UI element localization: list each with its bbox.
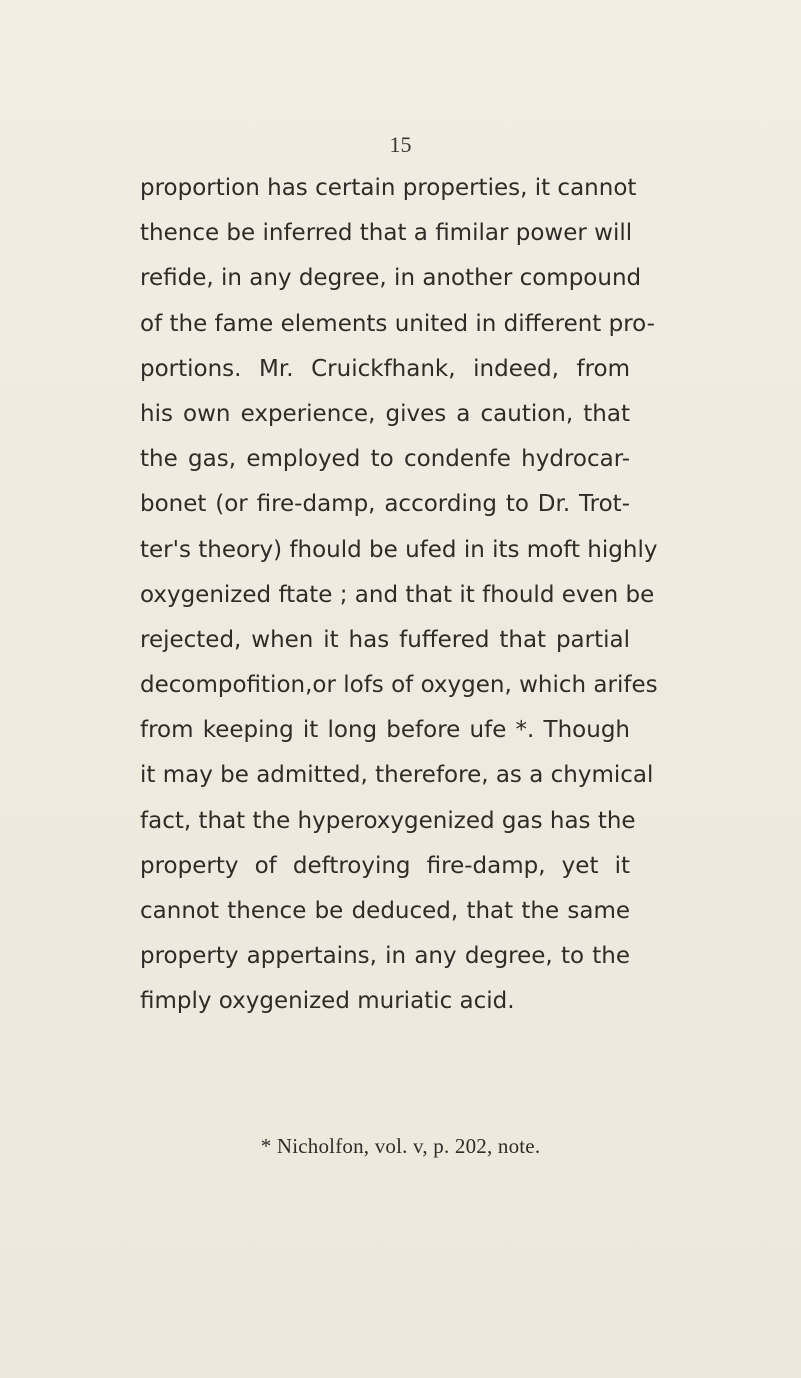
text-line: ter's theory) fhould be ufed in its moft highly: [140, 536, 658, 563]
text-line: property of deftroying fire-damp, yet it: [140, 852, 630, 879]
text-line: from keeping it long before ufe *. Though: [140, 717, 630, 744]
text-line: proportion has certain properties, it cannot: [140, 175, 637, 201]
text-line: thence be inferred that a fimilar power will: [140, 220, 633, 247]
text-line: bonet (or fire-damp, according to Dr. Trot-: [140, 491, 630, 518]
text-line: cannot thence be deduced, that the same: [140, 898, 630, 924]
text-line: the gas, employed to condenfe hydrocar-: [140, 446, 630, 473]
text-line: fimply oxygenized muriatic acid.: [140, 988, 515, 1015]
footnote: * Nicholfon, vol. v, p. 202, note.: [260, 1134, 541, 1158]
text-line: refide, in any degree, in another compound: [140, 265, 642, 292]
text-line: rejected, when it has fuffered that partial: [140, 626, 630, 653]
text-line: it may be admitted, therefore, as a chymical: [140, 762, 654, 789]
text-line: fact, that the hyperoxygenized gas has the: [140, 807, 636, 834]
text-line: decompofition,or lofs of oxygen, which arifes: [140, 672, 658, 699]
text-line: his own experience, gives a caution, that: [140, 400, 630, 427]
body-text: [140, 166, 658, 1025]
text-line: oxygenized ftate ; and that it fhould even be: [140, 581, 655, 608]
text-line: portions. Mr. Cruickfhank, indeed, from: [140, 355, 630, 382]
page-number: 15: [389, 132, 412, 157]
text-line: property appertains, in any degree, to the: [140, 943, 630, 970]
text-line: of the fame elements united in different pro-: [140, 310, 655, 337]
